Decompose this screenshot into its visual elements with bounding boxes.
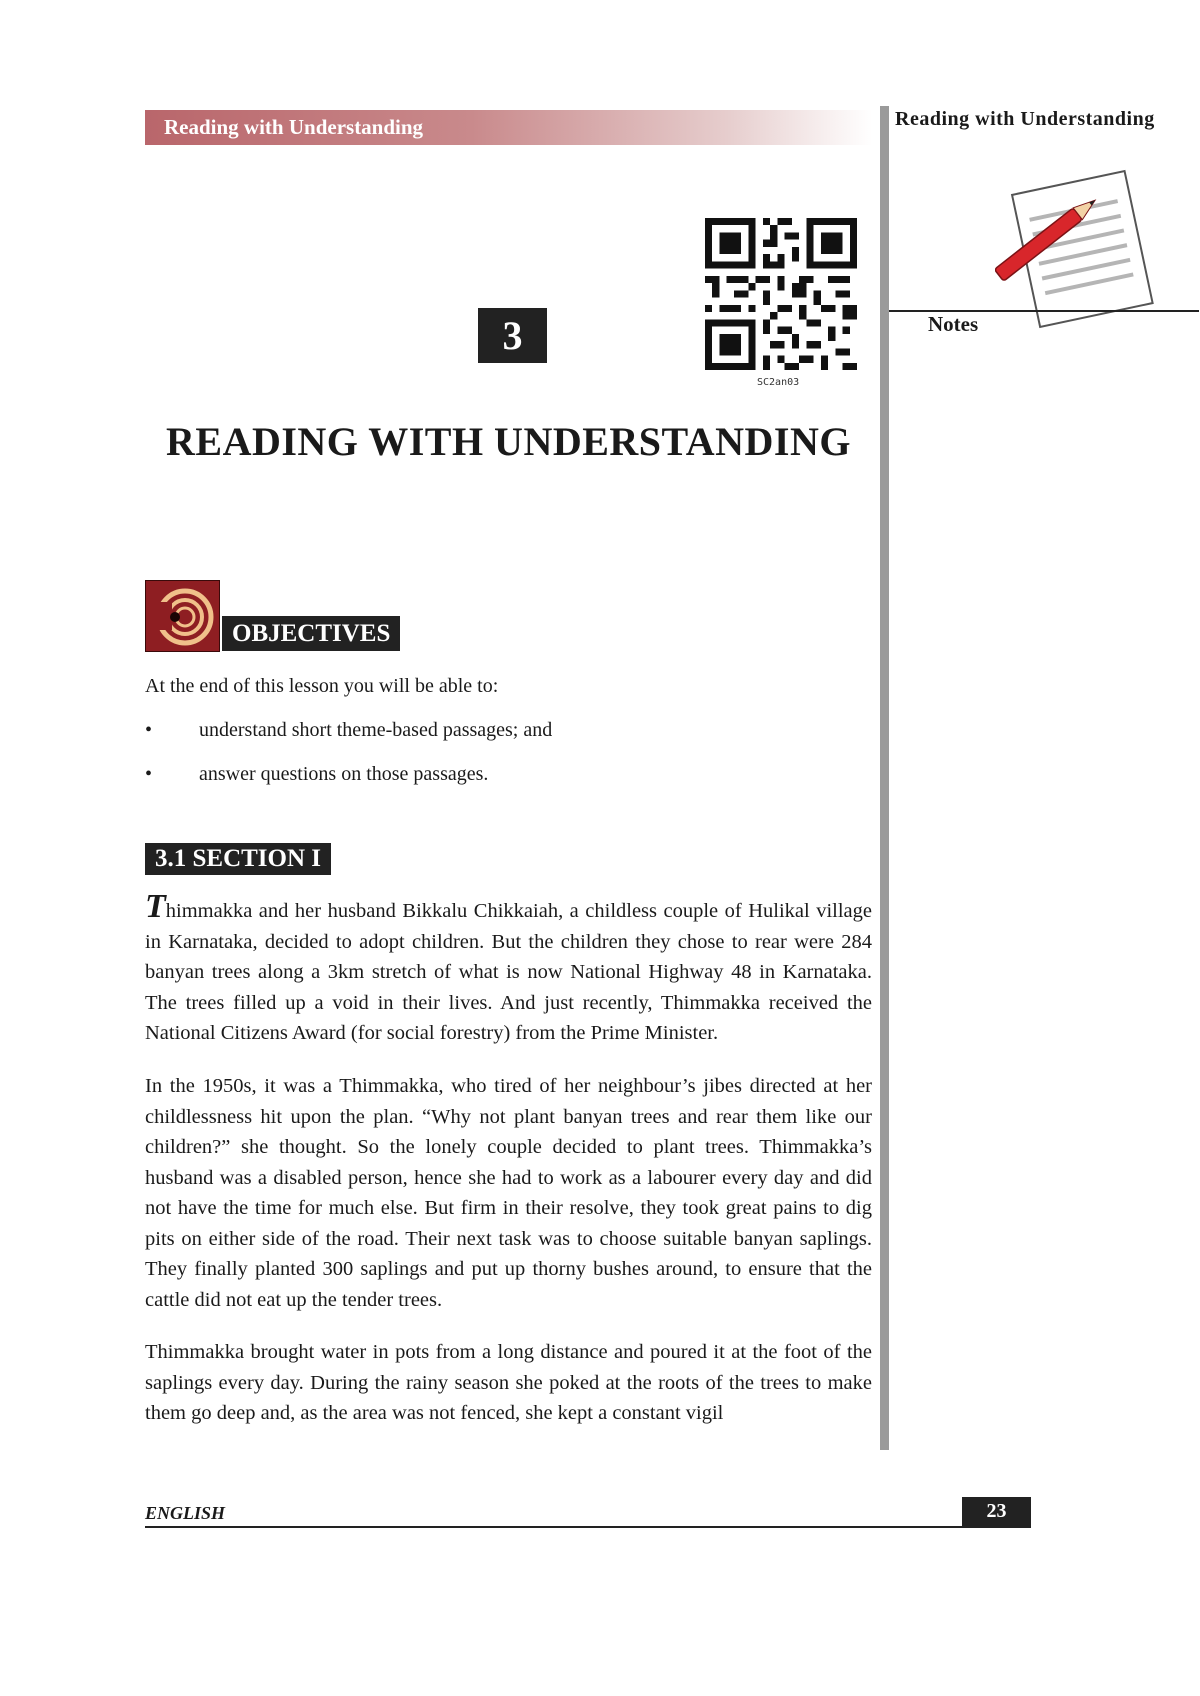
footer-subject: ENGLISH (145, 1503, 226, 1523)
page-number: 23 (962, 1497, 1031, 1526)
objectives-intro: At the end of this lesson you will be able to: (145, 675, 499, 697)
paragraph-3: Thimmakka brought water in pots from a long distance and poured it at the foot of the saplings every day. During the rainy season she poked at the roots of the trees to make them go deep and, as the area was not fenced, she kept a constant vigil (145, 1341, 872, 1424)
section-heading: 3.1 SECTION I (145, 843, 331, 875)
bullet-point: • (145, 763, 153, 785)
paragraph-1-text: himmakka and her husband Bikkalu Chikkaiah, a childless couple of Hulikal village in Karnataka, decided to adopt children. But the children they chose to rear were 284 banyan trees along a 3km stretch of what is now National Highway 48 in Karnataka. The trees filled up a void in their lives. And just recently, Thimmakka received the National Citizens Award (for social forestry) from the Prime Minister. (145, 900, 872, 1044)
paragraph-1 (145, 888, 872, 1049)
objective-item-text: answer questions on those passages. (199, 763, 489, 785)
target-spiral-icon (145, 580, 220, 652)
objectives-heading: OBJECTIVES (222, 616, 400, 651)
chapter-number: 3 (478, 308, 547, 363)
bullet-point: • (145, 719, 153, 741)
header-band-title: Reading with Understanding (164, 115, 424, 139)
footer-rule (145, 1526, 1031, 1528)
drop-cap: T (145, 888, 166, 925)
qr-code-icon (705, 218, 857, 370)
qr-code-label: SC2an03 (757, 377, 800, 388)
header-band (145, 110, 872, 145)
chapter-title: READING WITH UNDERSTANDING (166, 419, 851, 464)
paragraph-2: In the 1950s, it was a Thimmakka, who tired of her neighbour’s jibes directed at her childlessness hit upon the plan. “Why not plant banyan trees and rear them like our children?” she thought. So the lonely couple decided to plant trees. Thimmakka’s husband was a disabled person, hence she had to work as a labourer every day and did not have the time for much else. But firm in their resolve, they took great pains to dig pits on either side of the road. Their next task was to choose suitable banyan saplings. They finally planted 300 saplings and put up thorny bushes around, to ensure that the cattle did not eat up the tender trees. (145, 1075, 872, 1311)
notes-label: Notes (928, 312, 979, 336)
objective-item-text: understand short theme-based passages; and (199, 719, 553, 741)
notepad-pencil-icon (995, 160, 1165, 335)
margin-divider (880, 106, 889, 1450)
margin-header-title: Reading with Understanding (895, 108, 1155, 130)
